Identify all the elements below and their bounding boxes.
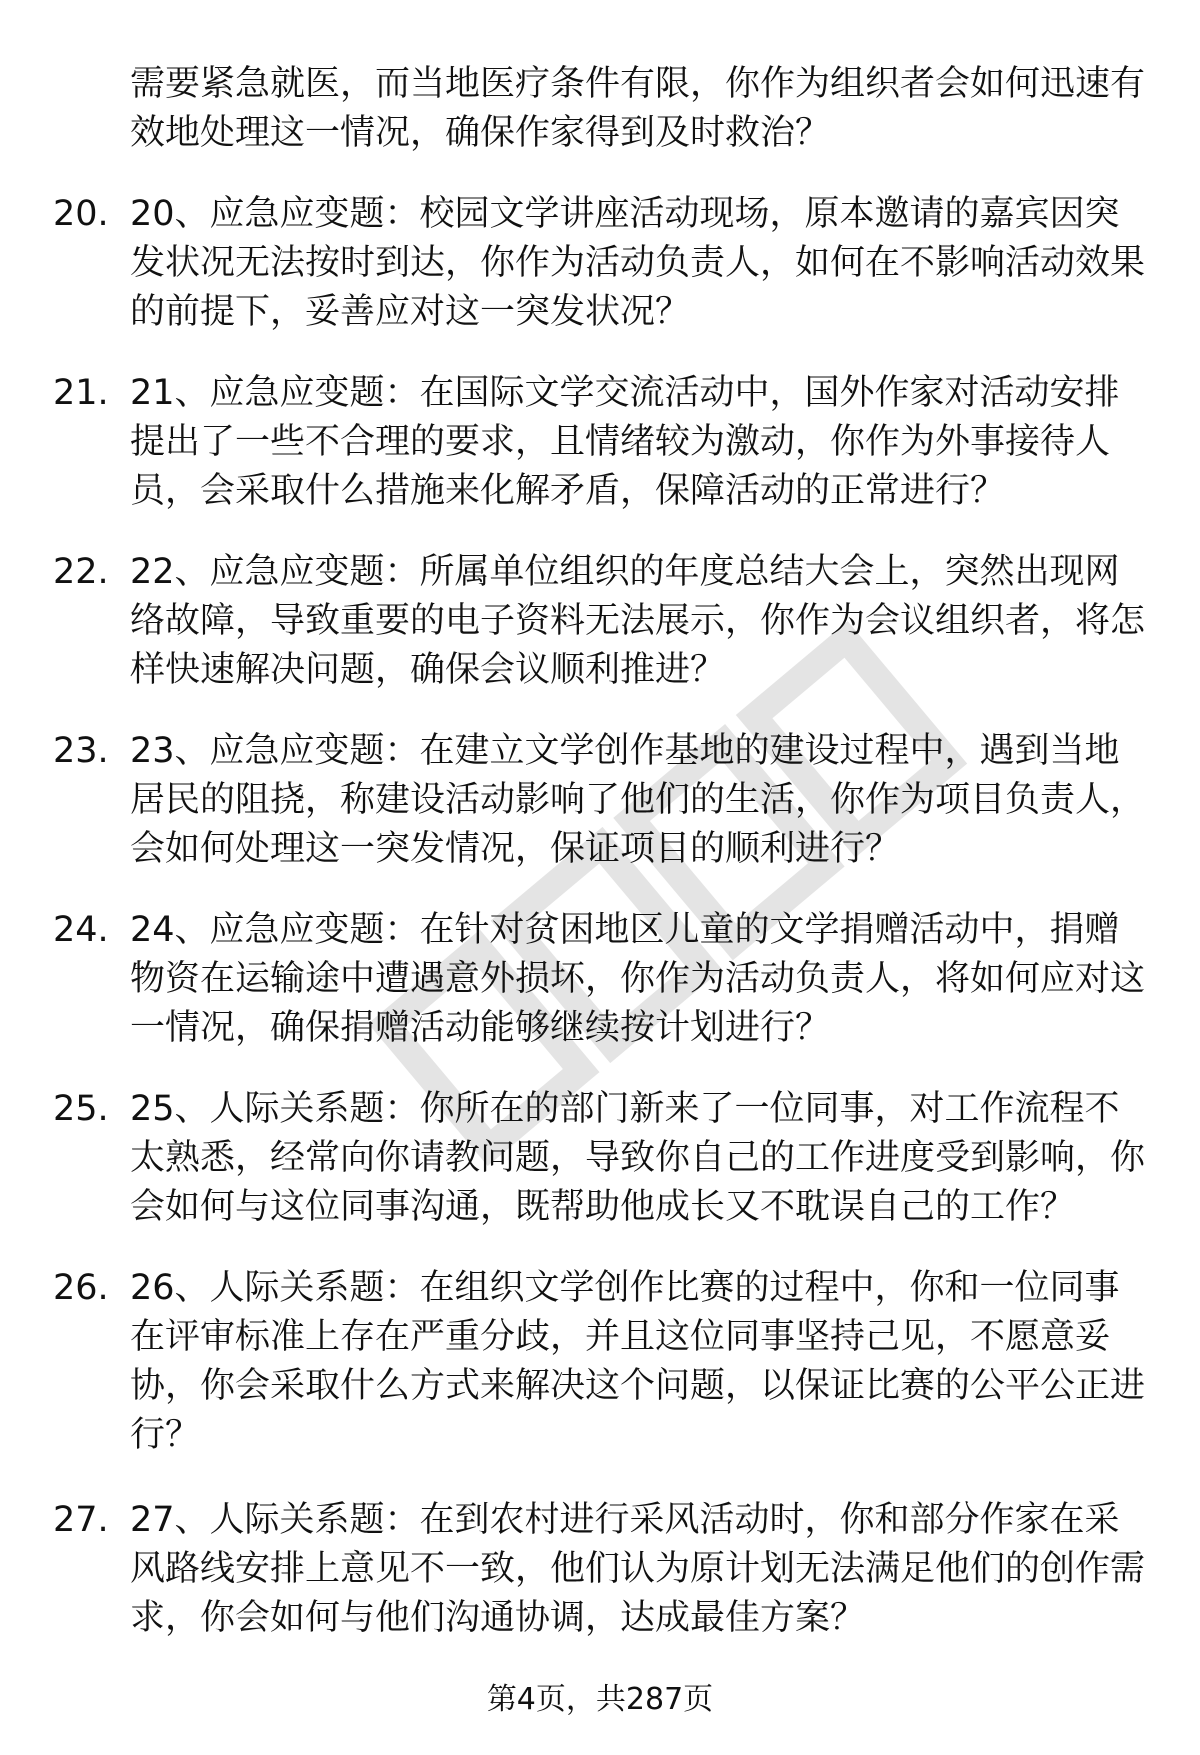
question-number: 24. bbox=[53, 910, 109, 950]
question-text: 22、应急应变题：所属单位组织的年度总结大会上，突然出现网络故障，导致重要的电子资料无法展示，你作为会议组织者，将怎样快速解决问题，确保会议顺利推进？ bbox=[130, 552, 1146, 690]
question-list bbox=[0, 190, 1200, 1675]
question-item bbox=[0, 369, 1150, 516]
page-number-footer: 第4页，共287页 bbox=[486, 1682, 714, 1717]
question-text: 24、应急应变题：在针对贫困地区儿童的文学捐赠活动中，捐赠物资在运输途中遭遇意外损坏，你作为活动负责人，将如何应对这一情况，确保捐赠活动能够继续按计划进行？ bbox=[130, 910, 1146, 1048]
question-number: 23. bbox=[53, 731, 109, 771]
question-number: 21. bbox=[53, 373, 109, 413]
question-item bbox=[0, 1496, 1150, 1643]
question-text: 27、人际关系题：在到农村进行采风活动时，你和部分作家在采风路线安排上意见不一致，他们认为原计划无法满足他们的创作需求，你会如何与他们沟通协调，达成最佳方案？ bbox=[130, 1500, 1146, 1638]
question-item bbox=[0, 906, 1150, 1053]
question-item bbox=[0, 1264, 1150, 1460]
question-number: 25. bbox=[53, 1089, 109, 1129]
question-number: 20. bbox=[53, 194, 109, 234]
question-number: 26. bbox=[53, 1268, 109, 1308]
question-text: 21、应急应变题：在国际文学交流活动中，国外作家对活动安排提出了一些不合理的要求，且情绪较为激动，你作为外事接待人员，会采取什么措施来化解矛盾，保障活动的正常进行？ bbox=[130, 373, 1120, 511]
question-item bbox=[0, 190, 1150, 337]
continued-question-text: 需要紧急就医，而当地医疗条件有限，你作为组织者会如何迅速有效地处理这一情况，确保作家得到及时救治？ bbox=[130, 64, 1146, 153]
question-item bbox=[0, 548, 1150, 695]
question-item bbox=[0, 727, 1150, 874]
question-number: 27. bbox=[53, 1500, 109, 1540]
question-number: 22. bbox=[53, 552, 109, 592]
question-text: 25、人际关系题：你所在的部门新来了一位同事，对工作流程不太熟悉，经常向你请教问题，导致你自己的工作进度受到影响，你会如何与这位同事沟通，既帮助他成长又不耽误自己的工作？ bbox=[130, 1089, 1146, 1227]
question-text: 20、应急应变题：校园文学讲座活动现场，原本邀请的嘉宾因突发状况无法按时到达，你作为活动负责人，如何在不影响活动效果的前提下，妥善应对这一突发状况？ bbox=[130, 194, 1146, 332]
question-text: 26、人际关系题：在组织文学创作比赛的过程中，你和一位同事在评审标准上存在严重分歧，并且这位同事坚持己见，不愿意妥协，你会采取什么方式来解决这个问题，以保证比赛的公平公正进行？ bbox=[130, 1268, 1146, 1455]
question-item bbox=[0, 1085, 1150, 1232]
question-text: 23、应急应变题：在建立文学创作基地的建设过程中，遇到当地居民的阻挠，称建设活动影响了他们的生活，你作为项目负责人，会如何处理这一突发情况，保证项目的顺利进行？ bbox=[130, 731, 1146, 869]
